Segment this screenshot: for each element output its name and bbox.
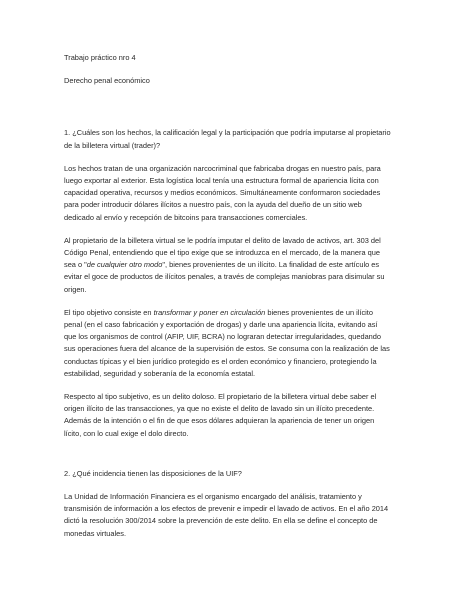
paragraph-tipo-objetivo [64, 307, 412, 380]
paragraph-line: Código Penal, entendiendo que el tipo exige que se introduzca en el mercado, de la manera que [64, 248, 380, 258]
paragraph-line: La Unidad de Información Financiera es el organismo encargado del análisis, tratamiento y [64, 492, 362, 502]
paragraph-line: estabilidad, seguridad y soberanía de la economía estatal. [64, 368, 256, 378]
paragraph-line: conductas típicas y el bien jurídico protegido es el orden económico y financiero, protegiendo la [64, 356, 377, 366]
text-run: bienes provenientes de un ilícito [265, 307, 373, 317]
paragraph-tipo-subjetivo [64, 391, 412, 440]
question-2 [64, 468, 412, 480]
paragraph-line: evitar el goce de productos de ilícitos penales, a través de complejas maniobras para disimular su [64, 272, 385, 282]
paragraph-line: Respecto al tipo subjetivo, es un delito doloso. El propietario de la billetera virtual debe saber el [64, 392, 377, 402]
paragraph-line: penal (en el caso fabricación y exportación de drogas) y darle una apariencia lícita, evitando así [64, 320, 378, 330]
paragraph-line [64, 307, 412, 319]
paragraph-line [64, 259, 412, 271]
paragraph-line: dictó la resolución 300/2014 sobre la prevención de este delito. En ella se define el concepto de [64, 516, 378, 526]
paragraph-hechos [64, 163, 412, 224]
paragraph-imputacion [64, 235, 412, 296]
paragraph-uif [64, 491, 412, 540]
text-run: sea o " [64, 260, 87, 270]
question-1-line: 1. ¿Cuáles son los hechos, la calificación legal y la participación que podría imputarse al propietario [64, 128, 391, 138]
paragraph-line: Al propietario de la billetera virtual se le podría imputar el delito de lavado de activos, art. 303 del [64, 235, 381, 245]
paragraph-line: luego exportar al exterior. Esta logística local tenía una estructura formal de apariencia lícita con [64, 176, 379, 186]
paragraph-line: Además de la intención o el fin de que esos dólares adquieran la apariencia de tener un origen [64, 416, 375, 426]
paragraph-line: origen ilícito de las transacciones, ya que no existe el delito de lavado sin un ilícito precedente. [64, 404, 375, 414]
question-1 [64, 127, 412, 151]
question-1-line: de la billetera virtual (trader)? [64, 140, 161, 150]
paragraph-line: transmisión de información a los efectos de prevenir e impedir el lavado de activos. En el año 2014 [64, 504, 389, 514]
document-title: Trabajo práctico nro 4 [64, 53, 136, 62]
paragraph-line: monedas virtuales. [64, 528, 127, 538]
paragraph-line: Los hechos tratan de una organización narcocriminal que fabricaba drogas en nuestro país, para [64, 163, 381, 173]
italic-text-run: de cualquier otro modo [86, 260, 163, 270]
paragraph-line: dedicado al envío y recepción de bitcoins para transacciones comerciales. [64, 212, 308, 222]
paragraph-line: lícito, con lo cual exige el dolo directo. [64, 428, 189, 438]
paragraph-line: sus operaciones fuera del alcance de la supervisión de estos. Se consuma con la realización de las [64, 344, 390, 354]
document-subject: Derecho penal económico [64, 76, 150, 86]
question-2-line: 2. ¿Qué incidencia tienen las disposiciones de la UIF? [64, 468, 242, 478]
paragraph-line: capacidad operativa, recursos y medios económicos. Simultáneamente conformaron sociedades [64, 188, 381, 198]
italic-text-run: transformar y poner en circulación [153, 307, 266, 317]
document-body [64, 52, 412, 551]
paragraph-line: que los organismos de control (AFIP, UIF, BCRA) no lograran detectar irregularidades, quedando [64, 332, 382, 342]
paragraph-line: origen. [64, 284, 87, 294]
text-run: ", bienes provenientes de un ilícito. La finalidad de este artículo es [162, 260, 380, 270]
text-run: El tipo objetivo consiste en [64, 307, 154, 317]
paragraph-line: para poder introducir dólares ilícitos a nuestro país, con la ayuda del dueño de un sitio web [64, 200, 362, 210]
